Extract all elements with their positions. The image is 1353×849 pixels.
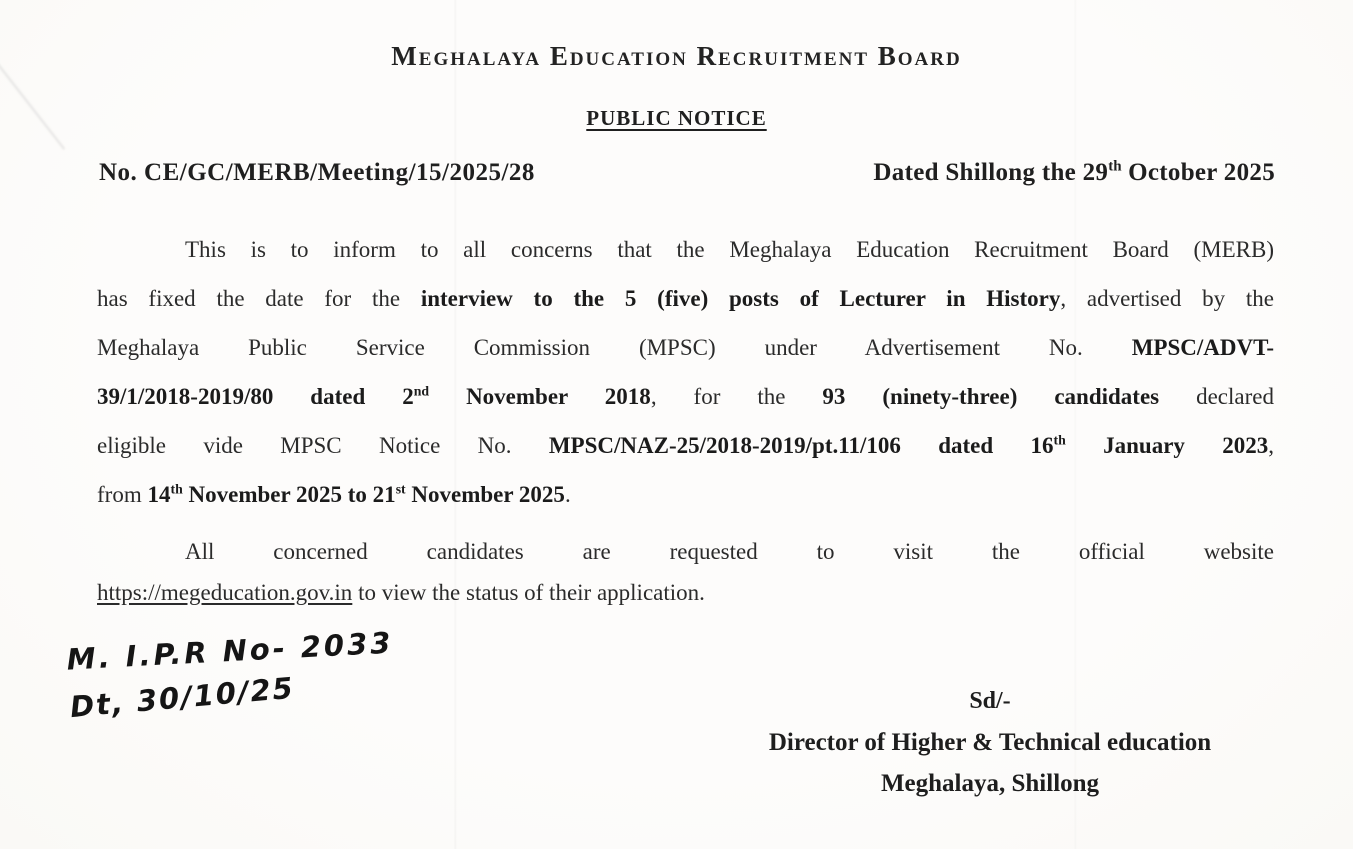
- text-segment: .: [564, 482, 571, 507]
- reference-row: [99, 159, 1275, 187]
- text-segment: https://megeducation.gov.in: [97, 580, 353, 605]
- paragraph-line: [97, 372, 1274, 421]
- text-segment: All concerned candidates are requested to visit the official website: [185, 539, 1274, 564]
- text-segment: MPSC/ADVT-: [1131, 335, 1274, 360]
- text-segment: th: [1053, 432, 1066, 448]
- paragraph-line-with-url: [97, 572, 1274, 613]
- handwritten-date: Dt, 30/10/25: [68, 670, 297, 725]
- text-segment: January 2023: [1065, 433, 1269, 458]
- text-segment: th: [1108, 158, 1122, 175]
- paragraph-line: [97, 274, 1274, 323]
- reference-number: No. CE/GC/MERB/Meeting/15/2025/28: [99, 159, 535, 186]
- text-segment: from: [97, 482, 148, 507]
- text-segment: , advertised by the: [1060, 286, 1274, 311]
- notice-heading: PUBLIC NOTICE: [586, 106, 767, 130]
- text-segment: Meghalaya Public Service Commission (MPSC) under Advertisement No.: [97, 335, 1132, 360]
- handwritten-note: [65, 623, 398, 725]
- text-segment: This is to inform to all concerns that the Meghalaya Education Recruitment Board (MERB): [185, 237, 1274, 262]
- text-segment: th: [170, 481, 183, 497]
- text-segment: November 2018: [429, 384, 651, 409]
- signatory-designation: Director of Higher & Technical education: [768, 729, 1212, 756]
- text-segment: 93 (ninety-three) candidates: [822, 384, 1160, 409]
- text-segment: MPSC/NAZ-25/2018-2019/pt.11/106 dated 16: [548, 433, 1054, 458]
- paragraph-line: [97, 225, 1274, 274]
- signature-block: [690, 688, 1290, 798]
- text-segment: October 2025: [1121, 159, 1275, 186]
- text-segment: Dated Shillong the 29: [873, 159, 1109, 186]
- text-segment: st: [395, 481, 406, 497]
- notice-paragraph-1: [97, 225, 1274, 519]
- text-segment: declared: [1159, 384, 1274, 409]
- text-segment: 39/1/2018-2019/80 dated 2: [97, 384, 414, 409]
- text-segment: to view the status of their application.: [352, 580, 705, 605]
- text-segment: has fixed the date for the: [97, 286, 421, 311]
- paragraph-line: [97, 323, 1274, 372]
- paragraph-line: [97, 421, 1274, 470]
- signed-sd-mark: Sd/-: [969, 688, 1011, 714]
- text-segment: 14: [147, 482, 171, 507]
- text-segment: , for the: [650, 384, 823, 409]
- text-segment: November 2025 to 21: [182, 482, 396, 507]
- date-line: [873, 159, 1275, 187]
- paragraph-line: [97, 470, 1274, 519]
- text-segment: nd: [413, 383, 430, 399]
- signatory-location: Meghalaya, Shillong: [880, 770, 1100, 797]
- text-segment: ,: [1268, 433, 1275, 458]
- notice-paragraph-2: [97, 531, 1274, 613]
- handwritten-dispatch-number: M. I.P.R No- 2033: [65, 625, 395, 677]
- board-title: Meghalaya Education Recruitment Board: [391, 41, 962, 71]
- text-segment: eligible vide MPSC Notice No.: [97, 433, 549, 458]
- text-segment: interview to the 5 (five) posts of Lecturer in History: [420, 286, 1061, 311]
- text-segment: November 2025: [405, 482, 565, 507]
- paragraph-line: [97, 531, 1274, 572]
